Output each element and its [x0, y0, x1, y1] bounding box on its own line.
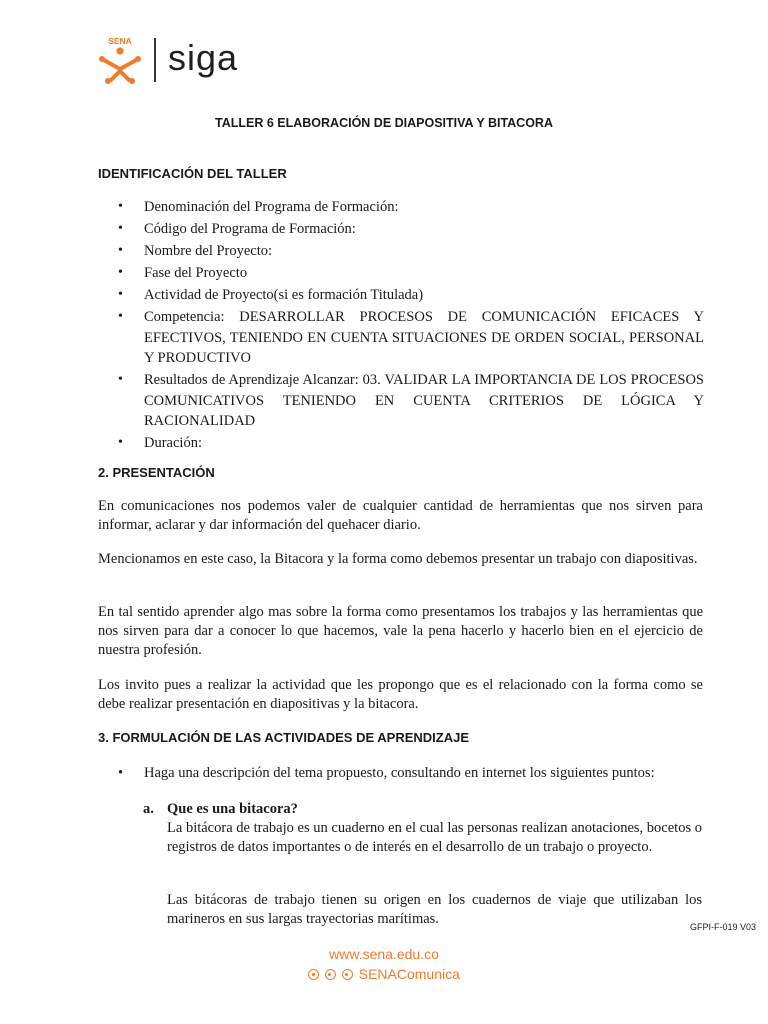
presentacion-paragraph: En tal sentido aprender algo mas sobre la forma como presentamos los trabajos y las herramientas que nos sirven para dar a conocer lo que hacemos, vale la pena hacerlo y hacerlo bien en el ejercicio de nuestra profesión. — [98, 604, 703, 658]
sena-logo-icon — [96, 35, 144, 85]
identificacion-list — [98, 197, 704, 455]
list-item: • Competencia: DESARROLLAR PROCESOS DE COMUNICACIÓN EFICACES Y EFECTIVOS, TENIENDO EN CUENTA SITUACIONES DE ORDEN SOCIAL, PERSONAL Y PRODUCTIVO — [98, 307, 704, 369]
list-item: • Denominación del Programa de Formación: — [98, 197, 704, 218]
section-presentacion-heading: 2. PRESENTACIÓN — [98, 465, 215, 480]
list-item: • Actividad de Proyecto(si es formación Titulada) — [98, 285, 704, 306]
section-formulacion-heading: 3. FORMULACIÓN DE LAS ACTIVIDADES DE APRENDIZAJE — [98, 730, 470, 745]
presentacion-paragraph: En comunicaciones nos podemos valer de cualquier cantidad de herramientas que nos sirven para informar, aclarar y dar información del quehacer diario. — [98, 498, 703, 533]
header-logo — [96, 34, 238, 86]
logo-divider — [154, 38, 156, 82]
presentacion-paragraph: Los invito pues a realizar la actividad que les propongo que es el relacionado con la forma como se debe realizar presentación en diapositivas y la bitacora. — [98, 677, 703, 712]
list-item: • Resultados de Aprendizaje Alcanzar: 03. VALIDAR LA IMPORTANCIA DE LOS PROCESOS COMUNICATIVOS TENIENDO EN CUENTA CRITERIOS DE LÓGICA Y RACIONALIDAD — [98, 370, 704, 432]
bitacora-paragraph: La bitácora de trabajo es un cuaderno en el cual las personas realizan anotaciones, bocetos o registros de datos importantes o de interés en el desarrollo de un trabajo o proyecto. — [167, 820, 702, 855]
facebook-icon — [308, 969, 319, 980]
footer-social — [0, 966, 768, 982]
sena-logo-text: SENA — [108, 36, 132, 46]
subsection-title — [143, 801, 298, 818]
document-title: TALLER 6 ELABORACIÓN DE DIAPOSITIVA Y BITACORA — [215, 116, 553, 130]
siga-logo — [168, 37, 239, 78]
subsection-title-text: Que es una bitacora? — [167, 801, 298, 817]
presentacion-paragraph: Mencionamos en este caso, la Bitacora y la forma como debemos presentar un trabajo con diapositivas. — [98, 551, 698, 567]
bitacora-paragraph: Las bitácoras de trabajo tienen su origen en los cuadernos de viaje que utilizaban los marineros en sus largas trayectorias marítimas. — [167, 892, 702, 927]
list-item: • Fase del Proyecto — [98, 263, 704, 284]
siga-logo-text: siga — [168, 37, 239, 78]
list-item: • Duración: — [98, 433, 704, 454]
footer-social-handle: SENAComunica — [358, 966, 460, 982]
form-code: GFPI-F-019 V03 — [689, 922, 756, 932]
list-item: • Nombre del Proyecto: — [98, 241, 704, 262]
formulacion-bullet: • Haga una descripción del tema propuesto, consultando en internet los siguientes puntos: — [98, 764, 704, 783]
footer-url: www.sena.edu.co — [329, 946, 439, 962]
list-item: • Código del Programa de Formación: — [98, 219, 704, 240]
instagram-icon — [325, 969, 336, 980]
twitter-icon — [342, 969, 353, 980]
subsection-letter: a. — [143, 801, 154, 817]
section-identificacion-heading: IDENTIFICACIÓN DEL TALLER — [98, 166, 287, 181]
